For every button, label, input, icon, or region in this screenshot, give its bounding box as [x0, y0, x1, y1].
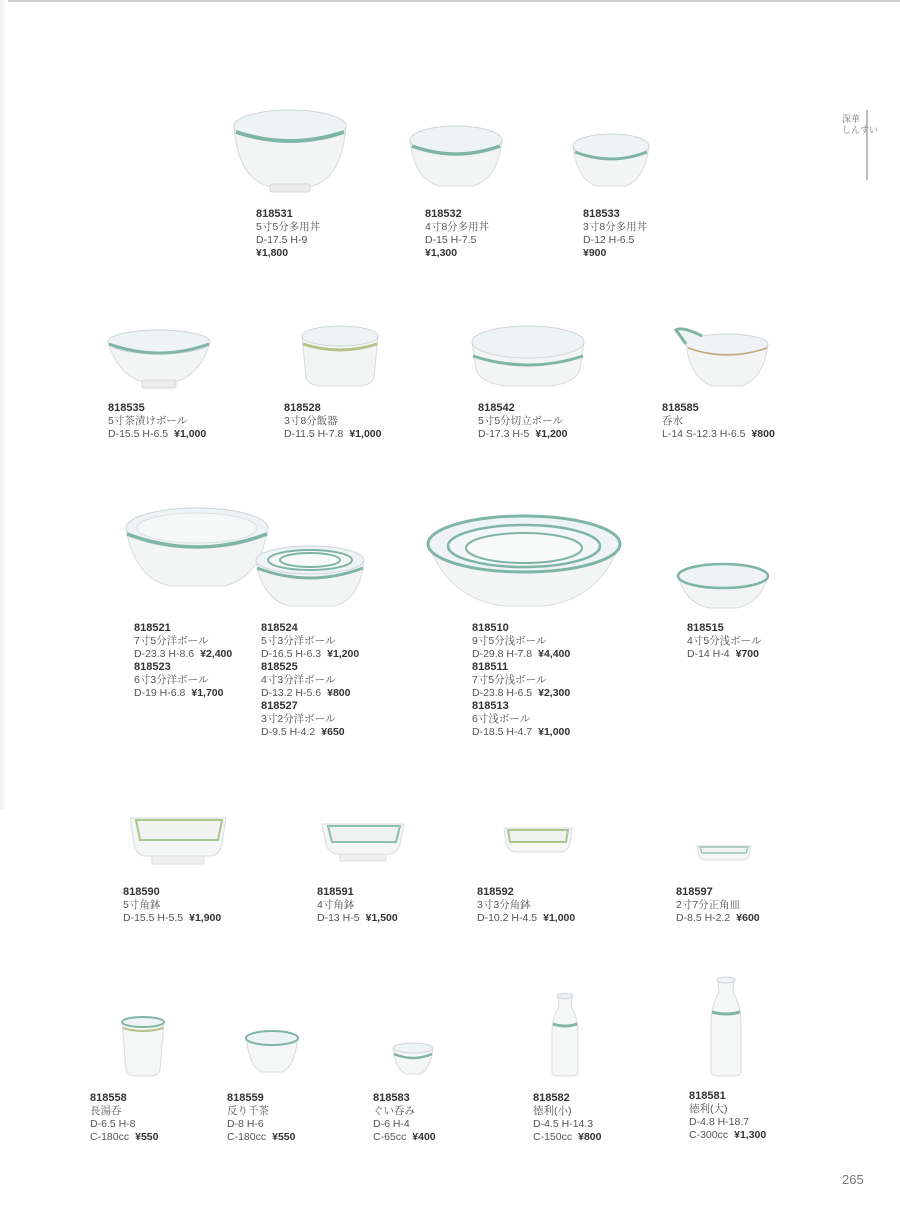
product-image-818590 [122, 814, 234, 872]
product-dims [261, 648, 359, 661]
dims-text: D-19 H-6.8 [134, 687, 186, 699]
capacity-text: C-180cc [90, 1131, 130, 1143]
product-image-818535 [104, 326, 214, 392]
product-image-818521-set [120, 500, 370, 612]
dims-text: D-9.5 H-4.2 [261, 726, 316, 738]
product-dims [472, 648, 570, 661]
product-code: 818525 [261, 661, 298, 673]
product-dims [123, 912, 221, 925]
product-image-818582 [548, 992, 582, 1080]
product-code: 818510 [472, 622, 509, 634]
product-image-818515 [674, 560, 772, 614]
product-818531 [256, 208, 320, 260]
product-price: ¥1,500 [365, 912, 398, 924]
product-818535 [108, 402, 206, 441]
side-tab-label [842, 114, 878, 136]
product-price: ¥1,000 [543, 912, 576, 924]
dims-text: D-8.5 H-2.2 [676, 912, 731, 924]
product-price: ¥1,300 [734, 1129, 767, 1141]
dims-text: D-10.2 H-4.5 [477, 912, 538, 924]
product-dims [477, 912, 575, 925]
product-dims: D-12 H-6.5 [583, 234, 635, 246]
product-code: 818592 [477, 886, 514, 898]
product-dims [687, 648, 761, 661]
product-name: 3寸8分多用丼 [583, 221, 648, 233]
product-code: 818513 [472, 700, 509, 712]
product-price: ¥800 [751, 428, 775, 440]
product-dims: D-4.5 H-14.3 [533, 1118, 594, 1130]
product-price: ¥1,000 [349, 428, 382, 440]
product-818590 [123, 886, 221, 925]
product-image-818532 [405, 120, 507, 196]
product-capacity [227, 1131, 295, 1144]
product-dims [134, 648, 232, 661]
product-image-818592 [500, 826, 576, 860]
product-price: ¥1,300 [425, 247, 458, 259]
page-shadow [0, 0, 8, 810]
product-818582 [533, 1092, 601, 1144]
product-818585 [662, 402, 775, 441]
product-name: 5寸5分切立ボール [478, 415, 563, 427]
product-group-818521 [134, 622, 232, 700]
dims-text: D-13.2 H-5.6 [261, 687, 322, 699]
product-image-818531 [228, 104, 352, 196]
product-name: 長湯呑 [90, 1105, 122, 1117]
product-name: 6寸3分洋ボール [134, 674, 209, 686]
product-code: 818535 [108, 402, 145, 414]
product-dims: D-17.5 H-9 [256, 234, 308, 246]
product-code: 818583 [373, 1092, 410, 1104]
product-price: ¥1,700 [191, 687, 224, 699]
product-price: ¥600 [736, 912, 760, 924]
capacity-text: C-180cc [227, 1131, 267, 1143]
product-name: ぐい呑み [373, 1105, 415, 1117]
product-price: ¥2,300 [538, 687, 571, 699]
product-818559 [227, 1092, 295, 1144]
product-name: 3寸8分飯器 [284, 415, 338, 427]
product-image-818581 [706, 976, 746, 1080]
product-dims: D-4.8 H-18.7 [689, 1116, 750, 1128]
product-price: ¥4,400 [538, 648, 571, 660]
capacity-text: C-300cc [689, 1129, 729, 1141]
product-818515 [687, 622, 761, 661]
product-818597 [676, 886, 760, 925]
dims-text: D-29.8 H-7.8 [472, 648, 533, 660]
product-name: 5寸3分洋ボール [261, 635, 336, 647]
product-name: 9寸5分浅ボール [472, 635, 547, 647]
product-dims [261, 726, 359, 739]
product-818591 [317, 886, 398, 925]
product-price: ¥2,400 [200, 648, 233, 660]
product-price: ¥1,200 [535, 428, 568, 440]
product-dims [284, 428, 381, 441]
product-code: 818511 [472, 661, 509, 673]
product-code: 818524 [261, 622, 298, 634]
product-group-818524 [261, 622, 359, 739]
capacity-text: C-150cc [533, 1131, 573, 1143]
product-price: ¥700 [735, 648, 759, 660]
dims-text: L-14 S-12.3 H-6.5 [662, 428, 746, 440]
product-name: 呑水 [662, 415, 683, 427]
product-code: 818591 [317, 886, 354, 898]
dims-text: D-11.5 H-7.8 [284, 428, 344, 440]
product-dims [662, 428, 775, 441]
product-code: 818590 [123, 886, 160, 898]
product-name: 3寸3分角鉢 [477, 899, 531, 911]
capacity-text: C-65cc [373, 1131, 407, 1143]
dims-text: D-18.5 H-4.7 [472, 726, 533, 738]
product-name: 7寸5分洋ボール [134, 635, 209, 647]
product-capacity [533, 1131, 601, 1144]
product-818542 [478, 402, 567, 441]
product-capacity [373, 1131, 436, 1144]
product-price: ¥800 [578, 1131, 602, 1143]
top-border [0, 0, 900, 2]
product-image-818510-set [424, 508, 624, 612]
product-dims [134, 687, 232, 700]
product-dims [676, 912, 760, 925]
product-price: ¥550 [272, 1131, 296, 1143]
product-name: 反り千茶 [227, 1105, 269, 1117]
product-price: ¥1,900 [189, 912, 222, 924]
product-price: ¥1,000 [174, 428, 207, 440]
product-818528 [284, 402, 381, 441]
product-price: ¥1,200 [327, 648, 360, 660]
dims-text: D-15.5 H-6.5 [108, 428, 169, 440]
product-dims [317, 912, 398, 925]
product-code: 818585 [662, 402, 699, 414]
product-dims: D-6 H-4 [373, 1118, 410, 1130]
product-name: 5寸角鉢 [123, 899, 161, 911]
side-tab-line2: しんすい [842, 125, 879, 135]
product-code: 818558 [90, 1092, 127, 1104]
product-name: 3寸2分洋ボール [261, 713, 336, 725]
dims-text: D-23.8 H-6.5 [472, 687, 533, 699]
dims-text: D-17.3 H-5 [478, 428, 530, 440]
dims-text: D-15.5 H-5.5 [123, 912, 184, 924]
product-818558 [90, 1092, 158, 1144]
product-818583 [373, 1092, 436, 1144]
product-name: 4寸5分浅ボール [687, 635, 762, 647]
product-code: 818527 [261, 700, 298, 712]
dims-text: D-23.3 H-8.6 [134, 648, 195, 660]
product-name: 2寸7分正角皿 [676, 899, 741, 911]
side-tab-line1: 深華 [842, 114, 861, 124]
product-capacity [90, 1131, 158, 1144]
product-image-818583 [390, 1040, 436, 1080]
product-name: 徳利(小) [533, 1105, 572, 1117]
product-price: ¥900 [583, 247, 607, 259]
product-name: 5寸5分多用丼 [256, 221, 321, 233]
product-dims: D-8 H-6 [227, 1118, 264, 1130]
product-image-818559 [242, 1028, 302, 1078]
product-image-818597 [694, 842, 754, 866]
product-image-818591 [316, 820, 410, 866]
product-818592 [477, 886, 575, 925]
product-818532 [425, 208, 489, 260]
product-price: ¥650 [321, 726, 345, 738]
product-dims [472, 726, 570, 739]
product-code: 818532 [425, 208, 462, 220]
dims-text: D-14 H-4 [687, 648, 730, 660]
product-group-818510 [472, 622, 570, 739]
page-number: 265 [842, 1172, 864, 1187]
product-code: 818531 [256, 208, 293, 220]
product-code: 818582 [533, 1092, 570, 1104]
product-code: 818528 [284, 402, 321, 414]
product-code: 818533 [583, 208, 620, 220]
product-price: ¥800 [327, 687, 351, 699]
product-price: ¥1,000 [538, 726, 571, 738]
product-818533 [583, 208, 647, 260]
product-price: ¥1,800 [256, 247, 289, 259]
product-code: 818542 [478, 402, 515, 414]
product-code: 818523 [134, 661, 171, 673]
product-image-818528 [298, 322, 382, 392]
product-name: 徳利(大) [689, 1103, 728, 1115]
product-image-818585 [672, 322, 772, 392]
product-image-818533 [569, 130, 653, 194]
product-code: 818521 [134, 622, 171, 634]
product-dims [261, 687, 359, 700]
product-image-818558 [118, 1014, 168, 1080]
product-dims: D-6.5 H-8 [90, 1118, 136, 1130]
product-name: 4寸8分多用丼 [425, 221, 490, 233]
side-tab [838, 110, 878, 180]
product-dims [108, 428, 206, 441]
product-code: 818581 [689, 1090, 726, 1102]
product-name: 6寸浅ボール [472, 713, 531, 725]
product-price: ¥550 [135, 1131, 159, 1143]
product-image-818542 [468, 322, 588, 390]
product-name: 5寸茶漬けボール [108, 415, 188, 427]
product-code: 818597 [676, 886, 713, 898]
product-price: ¥400 [412, 1131, 436, 1143]
product-dims [478, 428, 567, 441]
product-name: 7寸5分浅ボール [472, 674, 547, 686]
dims-text: D-13 H-5 [317, 912, 360, 924]
product-name: 4寸3分洋ボール [261, 674, 336, 686]
product-818581 [689, 1090, 766, 1142]
product-dims [472, 687, 570, 700]
product-dims: D-15 H-7.5 [425, 234, 477, 246]
product-code: 818515 [687, 622, 724, 634]
product-name: 4寸角鉢 [317, 899, 355, 911]
dims-text: D-16.5 H-6.3 [261, 648, 322, 660]
product-code: 818559 [227, 1092, 264, 1104]
product-capacity [689, 1129, 766, 1142]
